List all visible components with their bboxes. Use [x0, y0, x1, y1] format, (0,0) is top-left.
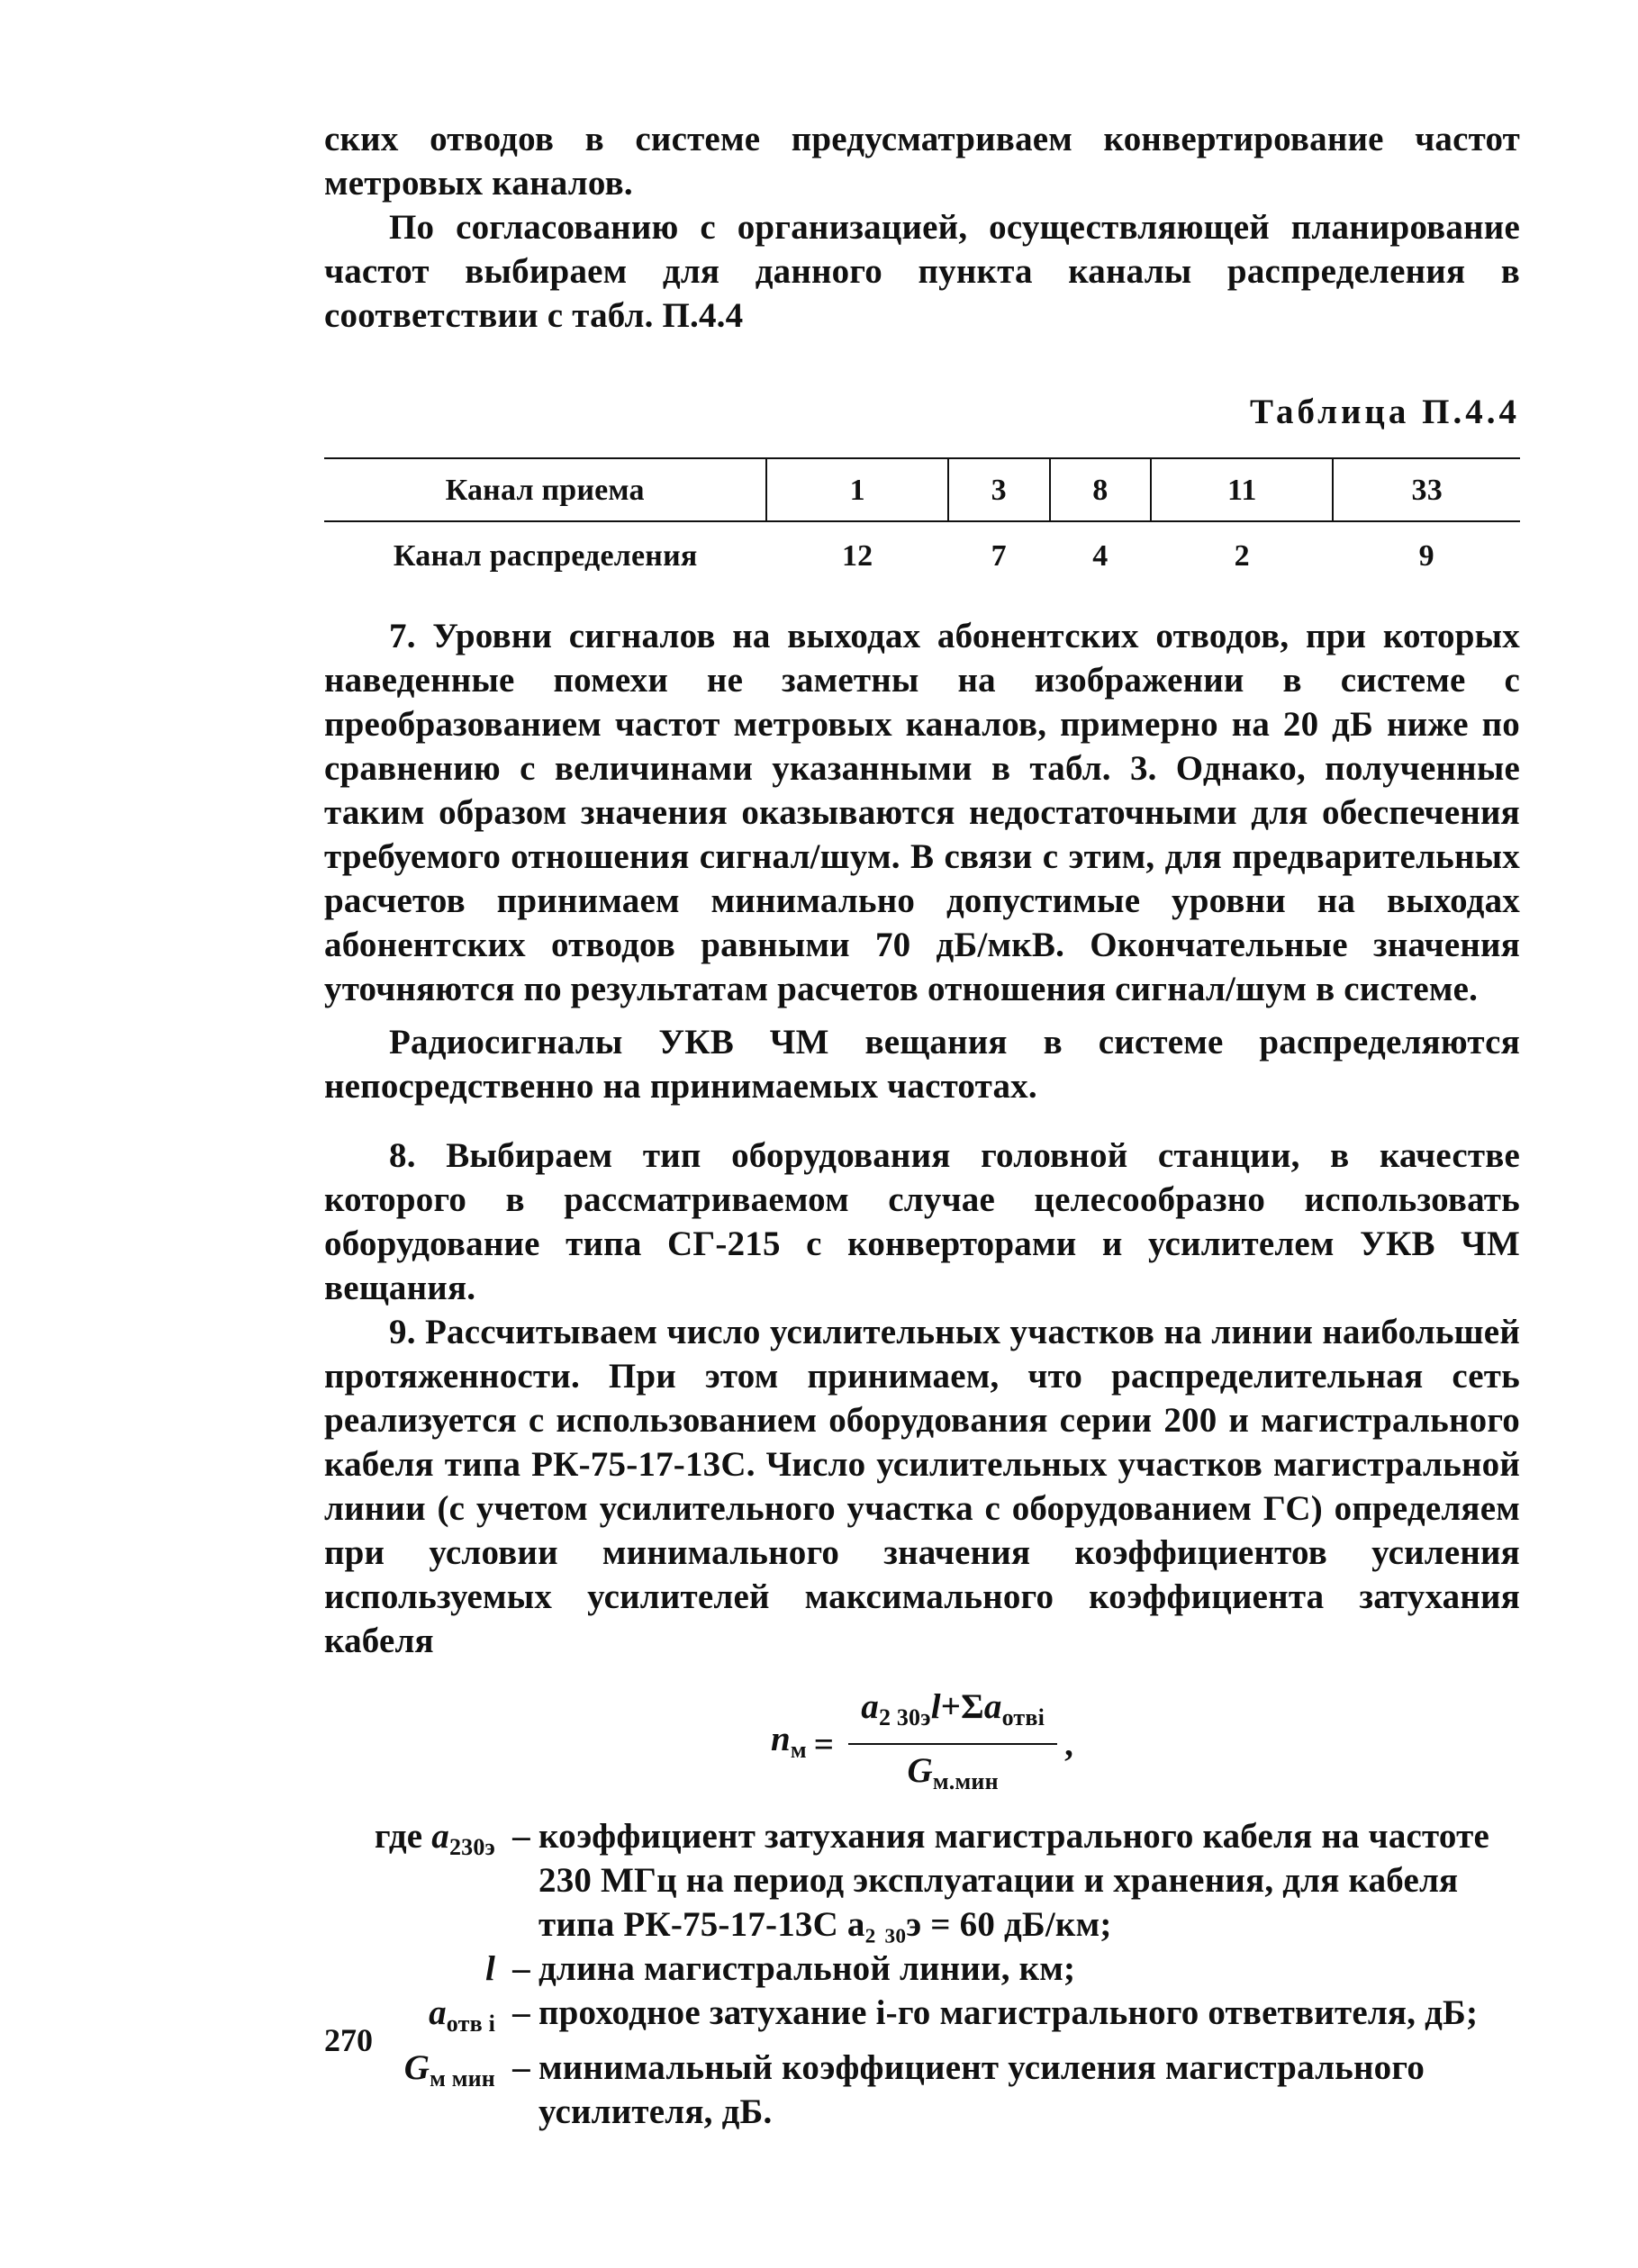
table-header-cell: 3 [948, 458, 1050, 521]
paragraph-item-9: 9. Рассчитываем число усилительных участков на линии наибольшей протяженности. При этом принимаем, что распределительная сеть реализуется с использованием оборудования серии 200 и магистрального кабеля типа РК-75-17-13С. Число усилительных участков магистральной линии (с учетом усилительного участка с оборудованием ГС) определяем при условии минимального значения коэффициентов усиления используемых усилителей максимального коэффициента затухания кабеля [324, 1313, 1520, 1660]
table-header-cell: 8 [1050, 458, 1152, 521]
table-row [324, 521, 1520, 589]
definition-text: проходное затухание i-го магистрального ответвителя, дБ; [538, 1993, 1479, 2032]
paragraph-item-8: 8. Выбираем тип оборудования головной станции, в качестве которого в рассматриваемом случае целесообразно использовать оборудование типа СГ-215 с конверторами и усилителем УКВ ЧМ вещания. [324, 1136, 1520, 1307]
page-number: 270 [324, 2022, 373, 2058]
formula-numerator: $a_{2 30э}l+\Sigma a_{отвi}$ [848, 1685, 1057, 1745]
formula-equals: = [813, 1724, 835, 1764]
table-cell: 12 [841, 538, 873, 573]
table-header-row [324, 458, 1520, 521]
paragraph-radio-signals: Радиосигналы УКВ ЧМ вещания в системе распределяются непосредственно на принимаемых частотах. [324, 1023, 1520, 1106]
table-cell: 2 [1234, 538, 1250, 573]
definition-dash: – [512, 1993, 530, 2032]
table-header-cell: 1 [766, 458, 948, 521]
paragraph-continuation: ских отводов в системе предусматриваем конвертирование частот метровых каналов. [324, 120, 1520, 203]
definition-dash: – [512, 1817, 530, 1856]
formula-definitions [324, 1814, 1520, 2134]
table-header-label: Канал приема [445, 473, 645, 507]
definition-text: коэффициент затухания магистрального кабеля на частоте 230 МГц на период эксплуатации и хранения, для кабеля типа РК-75-17-13С a₂ ₃₀э = 60 дБ/км; [538, 1817, 1489, 1944]
definition-symbol: где $a_{230э}$ [374, 1817, 495, 1860]
channel-table [324, 457, 1520, 589]
table-row-label: Канал распределения [393, 538, 698, 573]
formula-comma: , [1064, 1724, 1074, 1764]
table-cell: 9 [1418, 538, 1434, 573]
table-cell: 7 [991, 538, 1007, 573]
table-cell: 4 [1092, 538, 1109, 573]
definition-text: минимальный коэффициент усиления магистрального усилителя, дБ. [538, 2048, 1425, 2131]
formula-fraction [848, 1685, 1057, 1803]
definition-dash: – [512, 2048, 530, 2087]
formula-denominator: $G_{м.мин}$ [907, 1751, 999, 1794]
definition-text: длина магистральной линии, км; [538, 1949, 1076, 1988]
paragraph-frequency-agreement: По согласованию с организацией, осуществляющей планирование частот выбираем для данного пункта каналы распределения в соответствии с табл. П.4.4 [324, 208, 1520, 335]
definition-symbol: $a_{отв i}$ [429, 1993, 495, 2037]
formula-lhs: $n_м$ [770, 1719, 807, 1763]
table-header-cell: 11 [1151, 458, 1333, 521]
formula-amplifier-sections [324, 1685, 1520, 1803]
table-caption: Таблица П.4.4 [1250, 393, 1520, 431]
table-header-cell: 33 [1333, 458, 1520, 521]
definition-symbol: $G_{м мин}$ [403, 2048, 495, 2092]
definition-symbol: l [484, 1949, 495, 1988]
paragraph-item-7: 7. Уровни сигналов на выходах абонентских отводов, при которых наведенные помехи не заметны на изображении в системе с преобразованием частот метровых каналов, примерно на 20 дБ ниже по сравнению с величинами указанными в табл. 3. Однако, полученные таким образом значения оказываются недостаточными для обеспечения требуемого отношения сигнал/шум. В связи с этим, для предварительных расчетов принимаем минимально допустимые уровни на выходах абонентских отводов равными 70 дБ/мкВ. Окончательные значения уточняются по результатам расчетов отношения сигнал/шум в системе. [324, 617, 1520, 1008]
document-page [324, 117, 1520, 2134]
definition-dash: – [512, 1949, 530, 1988]
